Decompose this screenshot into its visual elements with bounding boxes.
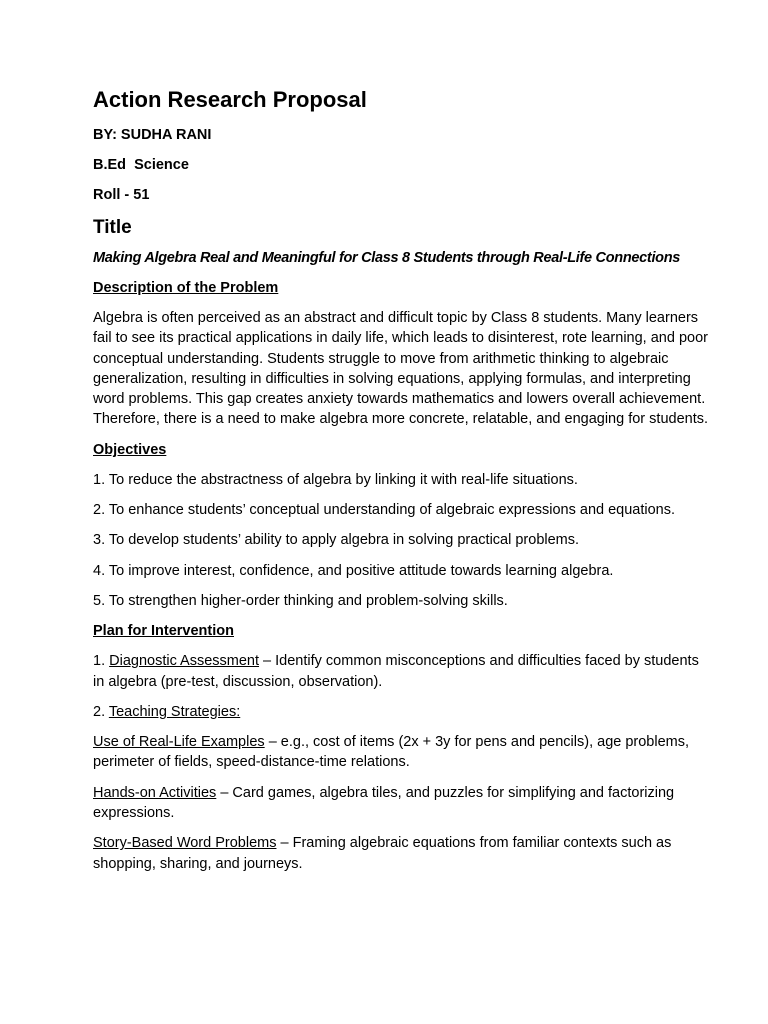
plan-diagnostic-item	[93, 651, 708, 692]
plan-teaching-item	[93, 702, 708, 722]
item-number: 2.	[93, 703, 109, 720]
item-label: Diagnostic Assessment	[109, 653, 260, 670]
problem-heading: Description of the Problem	[93, 280, 279, 296]
item-number: 1.	[93, 653, 110, 670]
objective-item: 2. To enhance students’ conceptual understanding of algebraic expressions and equations.	[93, 502, 676, 519]
item-label: Teaching Strategies:	[108, 703, 241, 720]
objective-item: 5. To strengthen higher-order thinking and problem-solving skills.	[93, 592, 508, 609]
document-title: Action Research Proposal	[93, 87, 367, 112]
item-text: – Identify common misconceptions and difficulties faced by students in algebra (pre-test, discussion, observation).	[93, 653, 699, 690]
objective-item: 4. To improve interest, confidence, and positive attitude towards learning algebra.	[93, 562, 614, 579]
strategy-hands-on	[93, 783, 708, 824]
title-heading: Title	[93, 217, 132, 238]
item-text: – e.g., cost of items (2x + 3y for pens and pencils), age problems, perimeter of fields, speed-distance-time relations.	[93, 734, 690, 771]
strategy-real-life	[93, 732, 708, 773]
item-text: – Card games, algebra tiles, and puzzles for simplifying and factorizing expressions.	[93, 784, 675, 822]
author-line: BY: SUDHA RANI	[93, 127, 212, 143]
item-label: Use of Real-Life Examples	[93, 734, 265, 751]
research-title: Making Algebra Real and Meaningful for Class 8 Students through Real-Life Connections	[93, 250, 681, 266]
plan-heading: Plan for Intervention	[93, 623, 234, 640]
item-label: Hands-on Activities	[93, 784, 217, 801]
roll-line: Roll - 51	[93, 187, 150, 203]
problem-description: Algebra is often perceived as an abstract and difficult topic by Class 8 students. Many learners fail to see its practical applications in daily life, which leads to disinterest, rote learning, and poor conceptual understanding. Students struggle to move from arithmetic thinking to algebraic generalization, resulting in difficulties in solving equations, applying formulas, and interpreting word problems. This gap creates anxiety towards mathematics and lowers overall achievement. Therefore, there is a need to make algebra more concrete, relatable, and engaging for students.	[93, 310, 709, 428]
objectives-heading: Objectives	[93, 441, 167, 458]
course-line: B.Ed Science	[93, 157, 189, 173]
item-label: Story-Based Word Problems	[93, 835, 277, 852]
objective-item: 3. To develop students’ ability to apply algebra in solving practical problems.	[93, 532, 580, 549]
objective-item: 1. To reduce the abstractness of algebra by linking it with real-life situations.	[93, 471, 578, 488]
strategy-story	[93, 833, 708, 874]
item-text: – Framing algebraic equations from familiar contexts such as shopping, sharing, and journeys.	[93, 835, 672, 872]
